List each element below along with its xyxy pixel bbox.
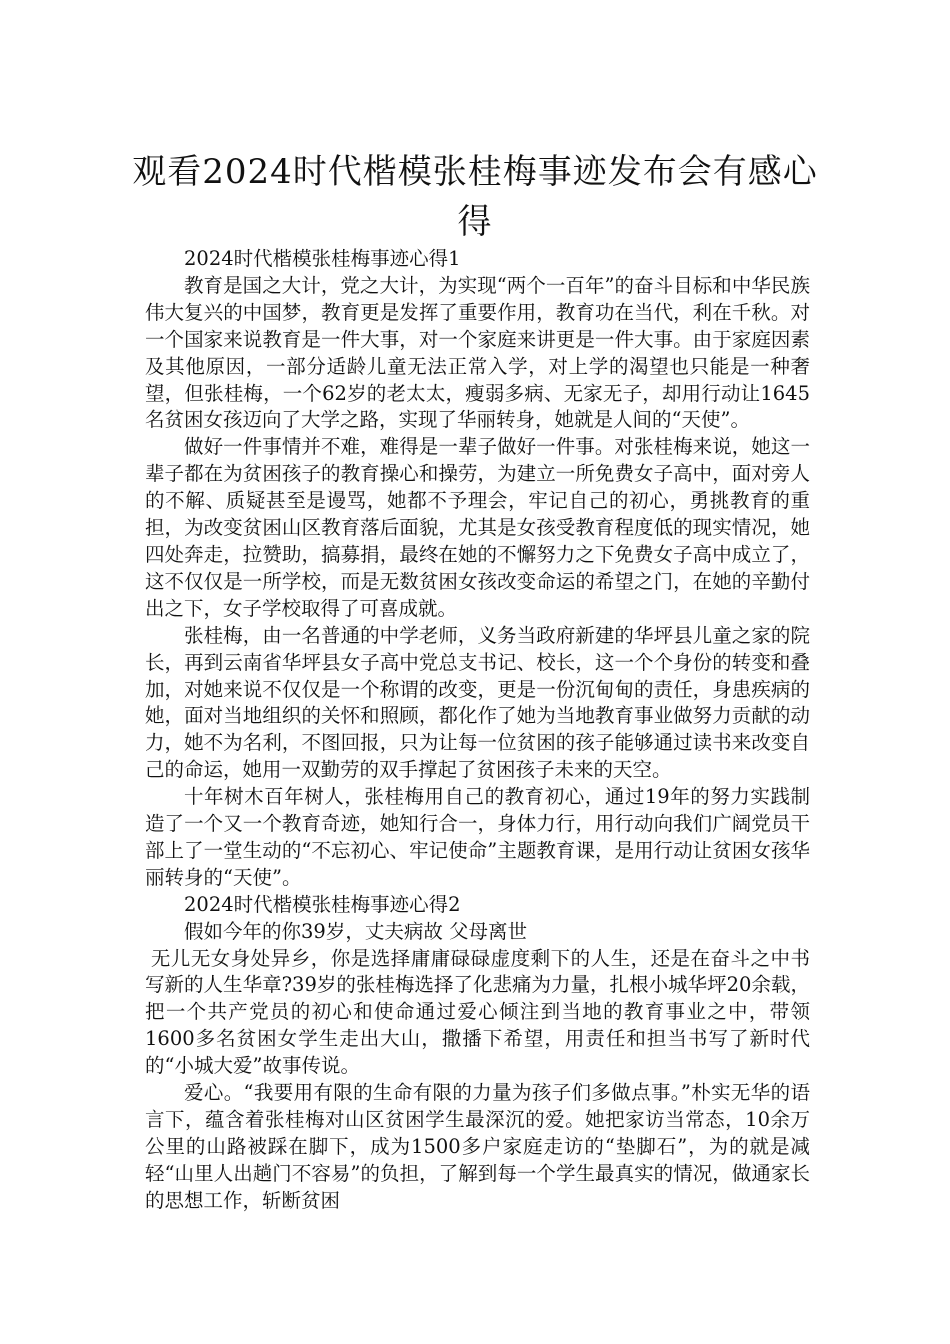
- paragraph: 张桂梅，由一名普通的中学老师，义务当政府新建的华坪县儿童之家的院长，再到云南省华坪县女子高中党总支书记、校长，这一个个身份的转变和叠加，对她来说不仅仅是一个称谓的改变，更是一份沉甸甸的责任，身患疾病的她，面对当地组织的关怀和照顾，都化作了她为当地教育事业做努力贡献的动力，她不为名利，不图回报，只为让每一位贫困的孩子能够通过读书来改变自己的命运，她用一双勤劳的双手撑起了贫困孩子未来的天空。: [145, 623, 810, 782]
- paragraph: 爱心。“我要用有限的生命有限的力量为孩子们多做点事。”朴实无华的语言下，蕴含着张桂梅对山区贫困学生最深沉的爱。她把家访当常态，10余万公里的山路被踩在脚下，成为1500多户家庭走访的“垫脚石”，为的就是减轻“山里人出趟门不容易”的负担，了解到每一个学生最真实的情况，做通家长的思想工作，斩断贫困: [145, 1081, 810, 1212]
- section-heading-1: 2024时代楷模张桂梅事迹心得1: [184, 247, 461, 270]
- paragraph: 假如今年的你39岁，丈夫病故 父母离世: [184, 919, 528, 943]
- paragraph: 十年树木百年树人，张桂梅用自己的教育初心，通过19年的努力实践制造了一个又一个教育奇迹，她知行合一，身体力行，用行动向我们广阔党员干部上了一堂生动的“不忘初心、牢记使命”主题教育课，是用行动让贫困女孩华丽转身的“天使”。: [145, 785, 810, 889]
- paragraph: 教育是国之大计，党之大计，为实现“两个一百年”的奋斗目标和中华民族伟大复兴的中国梦，教育更是发挥了重要作用，教育功在当代，利在千秋。对一个国家来说教育是一件大事，对一个家庭来讲更是一件大事。由于家庭因素及其他原因，一部分适龄儿童无法正常入学，对上学的渴望也只能是一种奢望，但张桂梅，一个62岁的老太太，瘦弱多病、无家无子，却用行动让1645名贫困女孩迈向了大学之路，实现了华丽转身，她就是人间的“天使”。: [145, 273, 810, 432]
- document-title: 观看2024时代楷模张桂梅事迹发布会有感心得: [132, 151, 818, 242]
- paragraph: 无儿无女身处异乡，你是选择庸庸碌碌虚度剩下的人生，还是在奋斗之中书写新的人生华章?39岁的张桂梅选择了化悲痛为力量，扎根小城华坪20余载，把一个共产党员的初心和使命通过爱心倾注到当地的教育事业之中，带领1600多名贫困女学生走出大山，撒播下希望，用责任和担当书写了新时代的“小城大爱”故事传说。: [145, 946, 810, 1078]
- paragraph: 做好一件事情并不难，难得是一辈子做好一件事。对张桂梅来说，她这一辈子都在为贫困孩子的教育操心和操劳，为建立一所免费女子高中，面对旁人的不解、质疑甚至是谩骂，她都不予理会，牢记自己的初心，勇挑教育的重担，为改变贫困山区教育落后面貌，尤其是女孩受教育程度低的现实情况，她四处奔走，拉赞助，搞募捐，最终在她的不懈努力之下免费女子高中成立了，这不仅仅是一所学校，而是无数贫困女孩改变命运的希望之门，在她的辛勤付出之下，女子学校取得了可喜成就。: [145, 435, 810, 620]
- document-body: [145, 246, 810, 1215]
- section-heading-2: 2024时代楷模张桂梅事迹心得2: [184, 892, 461, 916]
